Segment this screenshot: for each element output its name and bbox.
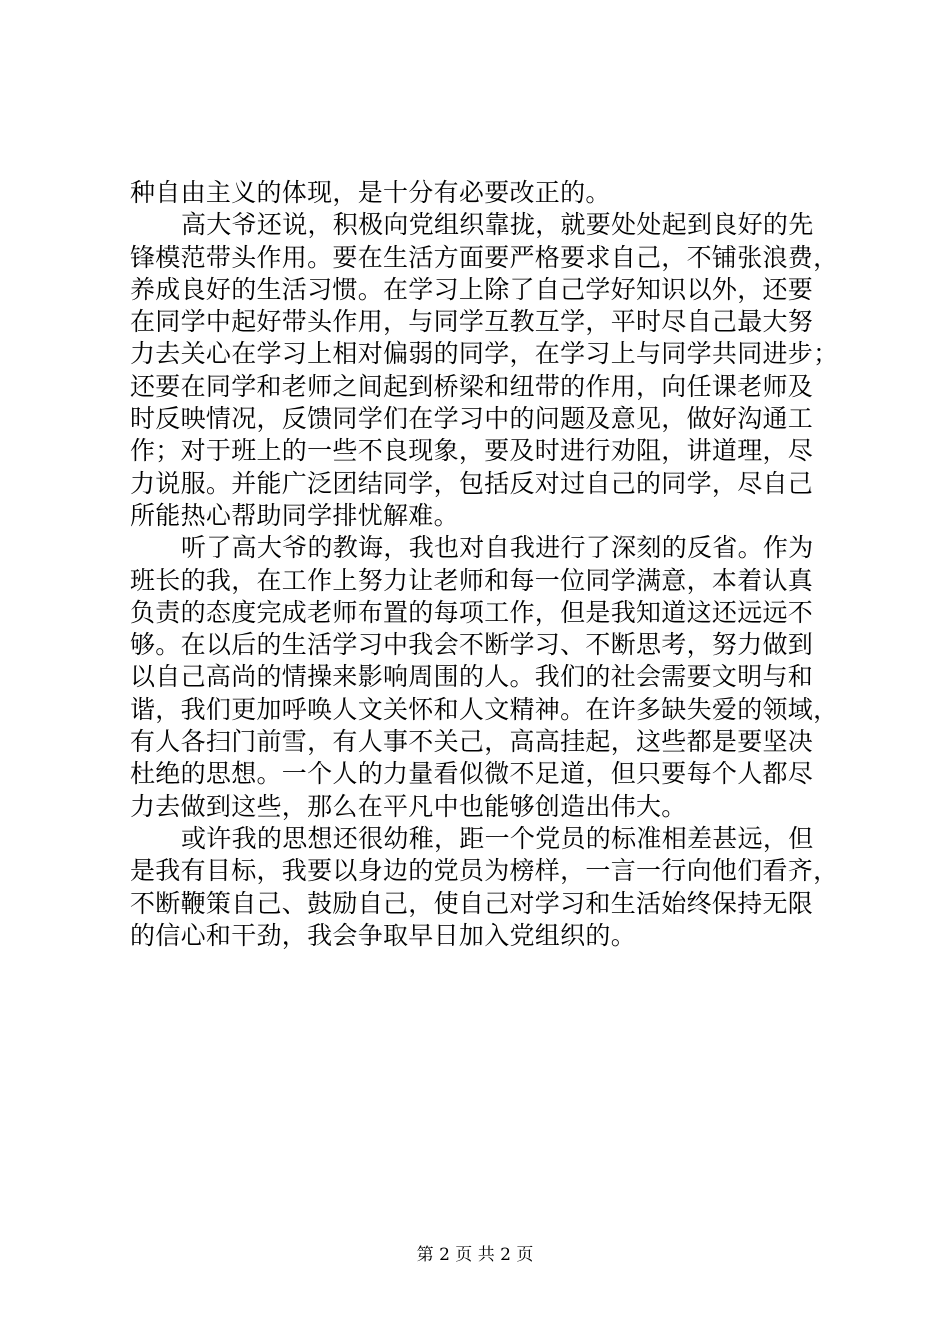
text-line: 时反映情况，反馈同学们在学习中的问题及意见，做好沟通工	[130, 404, 814, 434]
text-line: 养成良好的生活习惯。在学习上除了自己学好知识以外，还要	[130, 274, 814, 304]
text-line: 够。在以后的生活学习中我会不断学习、不断思考，努力做到	[130, 630, 814, 660]
text-line: 作；对于班上的一些不良现象，要及时进行劝阻，讲道理，尽	[130, 436, 814, 466]
page-number-footer: 第 2 页 共 2 页	[416, 1245, 534, 1265]
text-line: 班长的我，在工作上努力让老师和每一位同学满意，本着认真	[130, 565, 814, 595]
text-line: 种自由主义的体现，是十分有必要改正的。	[130, 178, 611, 207]
text-line: 在同学中起好带头作用，与同学互教互学，平时尽自己最大努	[130, 307, 814, 337]
text-line: 力说服。并能广泛团结同学，包括反对过自己的同学，尽自己	[130, 468, 814, 498]
text-line: 杜绝的思想。一个人的力量看似微不足道，但只要每个人都尽	[130, 759, 814, 789]
text-line: 不断鞭策自己、鼓励自己，使自己对学习和生活始终保持无限	[130, 888, 814, 918]
text-line: 谐，我们更加呼唤人文关怀和人文精神。在许多缺失爱的领域，	[130, 694, 839, 724]
text-line: 所能热心帮助同学排忧解难。	[130, 500, 459, 530]
paragraph-start-line: 或许我的思想还很幼稚，距一个党员的标准相差甚远，但	[181, 823, 814, 853]
paragraph-start-line: 高大爷还说，积极向党组织靠拢，就要处处起到良好的先	[181, 210, 814, 240]
text-line: 以自己高尚的情操来影响周围的人。我们的社会需要文明与和	[130, 662, 814, 692]
text-line: 力去做到这些，那么在平凡中也能够创造出伟大。	[130, 791, 687, 821]
text-line: 锋模范带头作用。要在生活方面要严格要求自己，不铺张浪费，	[130, 242, 839, 272]
text-line: 力去关心在学习上相对偏弱的同学，在学习上与同学共同进步；	[130, 339, 839, 369]
text-line: 负责的态度完成老师布置的每项工作，但是我知道这还远远不	[130, 597, 814, 627]
document-body	[130, 177, 846, 952]
text-line: 还要在同学和老师之间起到桥梁和纽带的作用，向任课老师及	[130, 371, 814, 401]
text-line: 是我有目标，我要以身边的党员为榜样，一言一行向他们看齐，	[130, 856, 839, 886]
text-line: 有人各扫门前雪，有人事不关己，高高挂起，这些都是要坚决	[130, 727, 814, 757]
paragraph-start-line: 听了高大爷的教诲，我也对自我进行了深刻的反省。作为	[181, 533, 814, 563]
text-line: 的信心和干劲，我会争取早日加入党组织的。	[130, 920, 637, 950]
